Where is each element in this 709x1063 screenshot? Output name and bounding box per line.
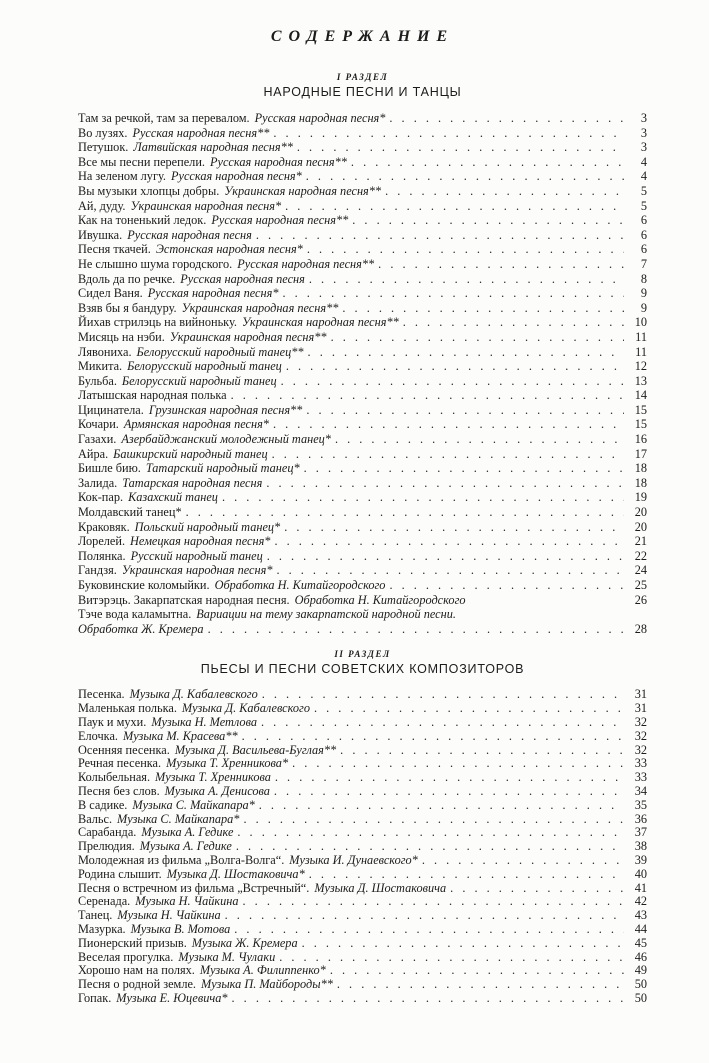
entry-title: Йихав стрилэць на вийноньку. [78, 315, 237, 330]
entry-page-number: 3 [640, 140, 647, 155]
entry-title: Прелюдия. [78, 839, 135, 854]
dot-leader [243, 813, 624, 827]
toc-entry [78, 964, 647, 978]
entry-subtitle: Грузинская народная песня** [148, 402, 303, 417]
entry-page-number: 21 [634, 534, 647, 549]
dot-leader [309, 272, 624, 287]
toc-entry [78, 490, 647, 505]
toc-entry [78, 992, 647, 1006]
dot-leader [231, 388, 624, 403]
dot-leader [275, 771, 624, 785]
entry-subtitle: Русская народная песня** [209, 154, 347, 169]
toc-entry [78, 374, 647, 389]
entry-subtitle: Латвийская народная песня** [133, 140, 293, 155]
toc-entry [78, 578, 647, 593]
entry-page-number: 37 [634, 825, 647, 840]
entry-title: Ай, дуду. [78, 198, 126, 213]
entry-page-number: 31 [634, 687, 647, 702]
dot-leader [273, 126, 624, 141]
dot-leader [308, 345, 624, 360]
entry-page-number: 38 [634, 839, 647, 854]
toc-entry [78, 813, 647, 827]
entry-title: Речная песенка. [78, 756, 162, 771]
entry-page-number: 6 [640, 242, 647, 257]
entry-title: Залида. [78, 475, 118, 490]
entry-title: Гопак. [78, 990, 112, 1005]
entry-title: Молодежная из фильма „Волга-Волга“. [78, 852, 285, 867]
toc-entry [78, 272, 647, 287]
entry-title: Ивушка. [78, 227, 123, 242]
entry-subtitle: Белорусский народный танец [121, 373, 277, 388]
entry-page-number: 18 [634, 461, 647, 476]
toc-entries-list [78, 688, 647, 1005]
entry-title: Песенка. [78, 687, 125, 702]
dot-leader [306, 403, 624, 418]
toc-entry [78, 403, 647, 418]
entry-title: Песня ткачей. [78, 242, 151, 257]
entry-subtitle: Русская народная песня** [211, 213, 349, 228]
entry-title: Сарабанда. [78, 825, 137, 840]
entry-subtitle: Музыка А. Гедике [139, 839, 232, 854]
toc-entry [78, 111, 647, 126]
entry-subtitle: Музыка Д. Кабалевского [129, 687, 258, 702]
entry-subtitle: Обработка Н. Китайгородского [294, 592, 466, 607]
entry-subtitle: Музыка М. Чулаки [178, 949, 276, 964]
dot-leader [389, 111, 624, 126]
entry-subtitle: Музыка В. Мотова [130, 921, 231, 936]
dot-leader [242, 730, 624, 744]
dot-leader [422, 854, 624, 868]
entry-page-number: 33 [634, 756, 647, 771]
entry-page-number: 33 [634, 770, 647, 785]
entry-title: Лявониха. [78, 344, 132, 359]
entry-page-number: 3 [640, 111, 647, 125]
dot-leader [352, 213, 624, 228]
toc-entry [78, 688, 647, 702]
entry-subtitle: Татарский народный танец* [145, 461, 300, 476]
dot-leader [307, 242, 624, 257]
entry-page-number: 31 [634, 701, 647, 716]
entry-title: Серенада. [78, 894, 131, 909]
toc-entry [78, 155, 647, 170]
dot-leader [284, 520, 624, 535]
dot-leader [186, 505, 624, 520]
entry-page-number: 5 [640, 198, 647, 213]
entry-subtitle: Музыка П. Майбороды** [201, 977, 333, 992]
entry-subtitle: Музыка Е. Юцевича* [116, 990, 228, 1005]
entry-title: Взяв бы я бандуру. [78, 300, 177, 315]
entry-subtitle: Музыка С. Майкапара* [132, 797, 255, 812]
entry-subtitle: Русская народная песня [127, 227, 252, 242]
dot-leader [330, 964, 624, 978]
entry-page-number: 40 [634, 866, 647, 881]
entry-title: Как на тоненький ледок. [78, 213, 207, 228]
entry-page-number: 49 [634, 963, 647, 978]
section-number-label: I РАЗДЕЛ [336, 72, 389, 82]
entry-page-number: 32 [634, 728, 647, 743]
entry-page-number: 10 [634, 315, 647, 330]
entry-subtitle: Музыка Ж. Кремера [191, 935, 298, 950]
entry-subtitle: Татарская народная песня [122, 475, 263, 490]
entry-page-number: 17 [634, 446, 647, 461]
toc-entry [78, 909, 647, 923]
entry-title: Цицинатела. [78, 402, 144, 417]
toc-entry [78, 854, 647, 868]
entry-title: Танец. [78, 908, 113, 923]
toc-entry [78, 744, 647, 758]
entry-page-number: 19 [634, 490, 647, 505]
entry-title: В садике. [78, 797, 128, 812]
dot-leader [237, 826, 624, 840]
entry-title: Гандзя. [78, 563, 117, 578]
entry-page-number: 12 [634, 359, 647, 374]
entry-page-number: 28 [634, 621, 647, 636]
entry-page-number: 9 [640, 300, 647, 315]
dot-leader [276, 563, 624, 578]
entry-title: Кок-пар. [78, 490, 124, 505]
entry-page-number: 32 [634, 742, 647, 757]
entry-page-number: 20 [634, 519, 647, 534]
section-soviet-composers [78, 649, 647, 1005]
toc-entry [78, 199, 647, 214]
entry-page-number: 41 [634, 880, 647, 895]
entry-subtitle: Музыка Н. Чайкина [135, 894, 239, 909]
entry-subtitle: Русская народная песня* [147, 286, 279, 301]
dot-leader [222, 490, 624, 505]
entry-page-number: 35 [634, 797, 647, 812]
entry-page-number: 6 [640, 213, 647, 228]
entry-title: Все мы песни перепели. [78, 154, 205, 169]
toc-entry [78, 286, 647, 301]
entry-title: Паук и мухи. [78, 714, 147, 729]
entry-subtitle: Украинская народная песня** [181, 300, 339, 315]
entry-page-number: 39 [634, 852, 647, 867]
entry-page-number: 15 [634, 402, 647, 417]
entry-page-number: 18 [634, 475, 647, 490]
toc-entry [78, 257, 647, 272]
entry-page-number: 3 [640, 125, 647, 140]
toc-entry [78, 563, 647, 578]
entry-subtitle: Музыка Д. Кабалевского [181, 701, 310, 716]
dot-leader [351, 155, 624, 170]
entry-title: Лорелей. [78, 534, 126, 549]
entry-page-number: 46 [634, 949, 647, 964]
toc-entry [78, 140, 647, 155]
entry-page-number: 24 [634, 563, 647, 578]
toc-entry [78, 345, 647, 360]
entry-subtitle: Музыка Д. Васильева-Буглая** [174, 742, 337, 757]
entry-subtitle: Музыка Д. Шостаковича [314, 880, 447, 895]
toc-entries-list [78, 111, 647, 636]
toc-entry [78, 330, 647, 345]
entry-title: Сидел Ваня. [78, 286, 143, 301]
entry-subtitle: Музыка Т. Хренникова* [166, 756, 289, 771]
entry-title: Хорошо нам на полях. [78, 963, 195, 978]
toc-entry [78, 978, 647, 992]
entry-page-number: 36 [634, 811, 647, 826]
entry-subtitle: Русская народная песня* [171, 169, 302, 184]
entry-title: Микита. [78, 359, 123, 374]
toc-entry [78, 730, 647, 744]
toc-entry [78, 184, 647, 199]
entry-page-number: 42 [634, 894, 647, 909]
dot-leader [378, 257, 624, 272]
toc-entry [78, 826, 647, 840]
entry-title: Веселая прогулка. [78, 949, 174, 964]
entry-title: Вальс. [78, 811, 113, 826]
entry-title: Мазурка. [78, 921, 126, 936]
entry-subtitle: Русская народная песня* [254, 111, 386, 125]
toc-entry [78, 534, 647, 549]
entry-title: Там за речкой, там за перевалом. [78, 111, 250, 125]
entry-page-number: 43 [634, 908, 647, 923]
entry-title: Латышская народная полька [78, 388, 227, 403]
section-title: ПЬЕСЫ И ПЕСНИ СОВЕТСКИХ КОМПОЗИТОРОВ [200, 662, 525, 677]
entry-title: Не слышно шума городского. [78, 256, 233, 271]
entry-title: Витэрэць. Закарпатская народная песня. [78, 592, 290, 607]
toc-entry [78, 461, 647, 476]
entry-subtitle: Обработка Ж. Кремера [78, 621, 204, 636]
dot-leader [331, 330, 624, 345]
entry-subtitle: Музыка Н. Метлова [151, 714, 257, 729]
dot-leader [243, 895, 624, 909]
toc-entry [78, 520, 647, 535]
entry-title: Вдоль да по речке. [78, 271, 176, 286]
entry-title: Родина слышит. [78, 866, 162, 881]
toc-entry [78, 937, 647, 951]
dot-leader [279, 951, 624, 965]
entry-subtitle: Русская народная песня** [237, 256, 375, 271]
entry-subtitle: Эстонская народная песня* [155, 242, 303, 257]
entry-subtitle: Украинская народная песня** [169, 329, 327, 344]
entry-subtitle: Обработка Н. Китайгородского [214, 578, 386, 592]
entry-page-number: 7 [640, 256, 647, 271]
entry-page-number: 11 [635, 329, 647, 344]
entry-title: Елочка. [78, 728, 118, 743]
toc-entry [78, 840, 647, 854]
entry-page-number: 14 [634, 388, 647, 403]
dot-leader [335, 432, 624, 447]
entry-page-number: 50 [634, 977, 647, 992]
toc-entry [78, 549, 647, 564]
dot-leader [225, 909, 624, 923]
dot-leader [234, 923, 624, 937]
entry-subtitle: Азербайджанский молодежный танец* [121, 432, 331, 447]
dot-leader [385, 184, 624, 199]
entry-subtitle: Украинская народная песня* [121, 563, 273, 578]
entry-subtitle: Белорусский народный танец [127, 359, 282, 374]
entry-title: Колыбельная. [78, 770, 151, 785]
entry-title: Краковяк. [78, 519, 130, 534]
entry-page-number: 11 [635, 344, 647, 359]
toc-entry [78, 923, 647, 937]
toc-entry [78, 228, 647, 243]
dot-leader [306, 169, 624, 184]
toc-entry [78, 622, 647, 637]
toc-entry [78, 359, 647, 374]
entry-page-number: 6 [640, 227, 647, 242]
entry-title: Осенняя песенка. [78, 742, 170, 757]
toc-entry [78, 417, 647, 432]
dot-leader [266, 476, 624, 491]
entry-page-number: 9 [640, 286, 647, 301]
entry-title: Во лузях. [78, 125, 128, 140]
toc-entry [78, 476, 647, 491]
entry-page-number: 22 [634, 548, 647, 563]
entry-subtitle: Вариации на тему закарпатской народной песни. [196, 607, 456, 622]
dot-leader [208, 622, 624, 637]
dot-leader [389, 578, 624, 593]
section-number-label: II РАЗДЕЛ [334, 649, 391, 660]
entry-title: Вы музыки хлопцы добры. [78, 183, 220, 198]
toc-entry [78, 388, 647, 403]
entry-page-number: 16 [634, 432, 647, 447]
toc-entry [78, 593, 647, 608]
entry-title: Полянка. [78, 548, 126, 563]
dot-leader [309, 868, 624, 882]
entry-page-number: 44 [634, 921, 647, 936]
entry-subtitle: Немецкая народная песня* [130, 534, 271, 549]
toc-entry [78, 895, 647, 909]
entry-page-number: 45 [634, 935, 647, 950]
entry-title: Песня без слов. [78, 783, 160, 798]
entry-title: Газахи. [78, 432, 117, 447]
dot-leader [297, 140, 624, 155]
dot-leader [340, 744, 624, 758]
dot-leader [403, 315, 624, 330]
entry-subtitle: Русский народный танец [130, 548, 263, 563]
entry-page-number: 4 [640, 154, 647, 169]
toc-entry [78, 242, 647, 257]
entry-subtitle: Башкирский народный танец [113, 446, 268, 461]
entry-page-number: 4 [640, 169, 647, 184]
toc-entry [78, 882, 647, 896]
dot-leader [286, 359, 624, 374]
toc-entry [78, 315, 647, 330]
page-title: СОДЕРЖАНИЕ [270, 28, 455, 45]
section-title: НАРОДНЫЕ ПЕСНИ И ТАНЦЫ [263, 85, 462, 99]
entry-subtitle: Музыка И. Дунаевского* [289, 852, 418, 867]
dot-leader [281, 374, 624, 389]
toc-entry [78, 868, 647, 882]
toc-entry [78, 126, 647, 141]
entry-title: На зеленом лугу. [78, 169, 166, 184]
entry-title: Маленькая полька. [78, 701, 177, 716]
dot-leader [256, 228, 624, 243]
entry-subtitle: Армянская народная песня* [123, 417, 269, 432]
entry-subtitle: Русская народная песня [180, 271, 305, 286]
entry-page-number: 50 [634, 990, 647, 1005]
entry-title: Айра. [78, 446, 109, 461]
entry-title: Песня о родной земле. [78, 977, 196, 992]
entry-title: Буковинские коломыйки. [78, 578, 210, 592]
entry-title: Бишле бию. [78, 461, 141, 476]
toc-entry [78, 702, 647, 716]
dot-leader [314, 702, 624, 716]
entry-subtitle: Польский народный танец* [134, 519, 281, 534]
entry-subtitle: Украинская народная песня* [130, 198, 282, 213]
entry-page-number: 32 [634, 714, 647, 729]
entry-page-number: 5 [640, 183, 647, 198]
dot-leader [274, 534, 624, 549]
toc-entry [78, 432, 647, 447]
toc-entry [78, 771, 647, 785]
toc-entry [78, 716, 647, 730]
entry-title: Петушок. [78, 140, 129, 155]
dot-leader [285, 199, 624, 214]
toc-entry [78, 607, 647, 622]
dot-leader [272, 447, 624, 462]
entry-title: Пионерский призыв. [78, 935, 187, 950]
entry-subtitle: Украинская народная песня** [241, 315, 399, 330]
dot-leader [342, 301, 624, 316]
entry-subtitle: Белорусский народный танец** [136, 344, 304, 359]
dot-leader [292, 757, 624, 771]
toc-entry [78, 757, 647, 771]
dot-leader [337, 978, 624, 992]
entry-subtitle: Музыка Н. Чайкина [117, 908, 221, 923]
entry-page-number: 25 [634, 578, 647, 592]
dot-leader [273, 417, 624, 432]
dot-leader [261, 716, 624, 730]
entry-subtitle: Украинская народная песня** [224, 183, 382, 198]
toc-entry [78, 951, 647, 965]
entry-page-number: 13 [634, 373, 647, 388]
entry-title: Песня о встречном из фильма „Встречный“. [78, 880, 310, 895]
entry-subtitle: Музыка М. Красева** [122, 728, 238, 743]
entry-title: Мисяць на нэби. [78, 329, 165, 344]
toc-entry [78, 301, 647, 316]
entry-subtitle: Музыка Т. Хренникова [155, 770, 271, 785]
dot-leader [450, 882, 624, 896]
dot-leader [236, 840, 624, 854]
entry-subtitle: Музыка А. Филиппенко* [199, 963, 326, 978]
toc-entry [78, 447, 647, 462]
entry-title: Тэче вода каламытна. [78, 607, 192, 622]
entry-title: Бульба. [78, 373, 117, 388]
entry-subtitle: Музыка Д. Шостаковича* [166, 866, 305, 881]
entry-subtitle: Казахский танец [128, 490, 218, 505]
section-folk-songs [78, 72, 647, 636]
entry-subtitle: Русская народная песня** [132, 125, 270, 140]
entry-subtitle: Музыка С. Майкапара* [117, 811, 240, 826]
toc-entry [78, 169, 647, 184]
dot-leader [267, 549, 624, 564]
entry-subtitle: Музыка А. Денисова [164, 783, 270, 798]
entry-page-number: 20 [634, 505, 647, 520]
dot-leader [282, 286, 624, 301]
entry-page-number: 26 [634, 592, 647, 607]
dot-leader [232, 992, 624, 1006]
entry-title: Кочари. [78, 417, 119, 432]
dot-leader [259, 799, 624, 813]
dot-leader [304, 461, 624, 476]
toc-entry [78, 785, 647, 799]
dot-leader [302, 937, 624, 951]
toc-entry [78, 505, 647, 520]
toc-entry [78, 213, 647, 228]
entry-page-number: 15 [634, 417, 647, 432]
entry-title: Молдавский танец* [78, 505, 182, 520]
entry-page-number: 34 [634, 783, 647, 798]
entry-subtitle: Музыка А. Гедике [141, 825, 234, 840]
dot-leader [262, 688, 624, 702]
dot-leader [274, 785, 624, 799]
entry-page-number: 8 [640, 271, 647, 286]
toc-entry [78, 799, 647, 813]
